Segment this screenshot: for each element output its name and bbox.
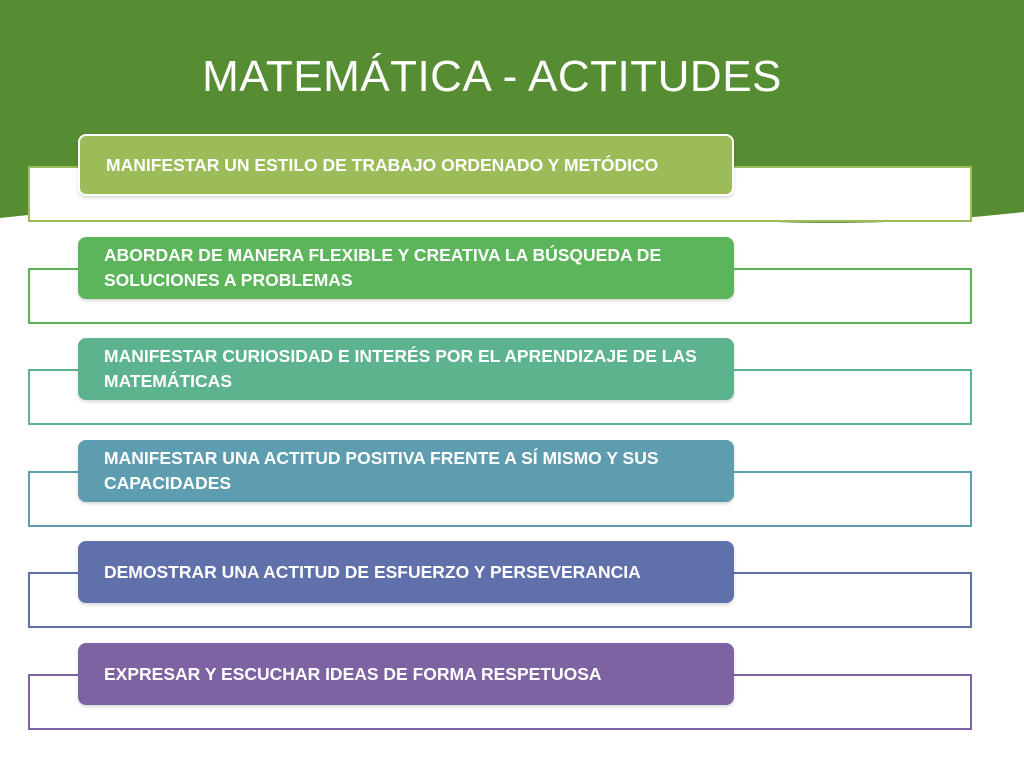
attitude-item-1 — [78, 134, 734, 196]
attitude-item-text: MANIFESTAR UNA ACTITUD POSITIVA FRENTE A SÍ MISMO Y SUS CAPACIDADES — [104, 448, 659, 493]
slide-title: MATEMÁTICA - ACTITUDES — [202, 52, 782, 101]
attitude-item-text: DEMOSTRAR UNA ACTITUD DE ESFUERZO Y PERSEVERANCIA — [104, 561, 641, 582]
attitude-item-6 — [78, 643, 734, 705]
attitude-item-text: MANIFESTAR CURIOSIDAD E INTERÉS POR EL APRENDIZAJE DE LAS MATEMÁTICAS — [104, 346, 697, 391]
attitude-item-text: EXPRESAR Y ESCUCHAR IDEAS DE FORMA RESPETUOSA — [104, 663, 602, 684]
attitude-item-text: ABORDAR DE MANERA FLEXIBLE Y CREATIVA LA BÚSQUEDA DE SOLUCIONES A PROBLEMAS — [104, 245, 662, 290]
attitude-item-4 — [78, 440, 734, 502]
attitude-item-5 — [78, 541, 734, 603]
attitude-item-2 — [78, 237, 734, 299]
attitude-item-3 — [78, 338, 734, 400]
attitude-item-text: MANIFESTAR UN ESTILO DE TRABAJO ORDENADO Y METÓDICO — [106, 154, 659, 175]
